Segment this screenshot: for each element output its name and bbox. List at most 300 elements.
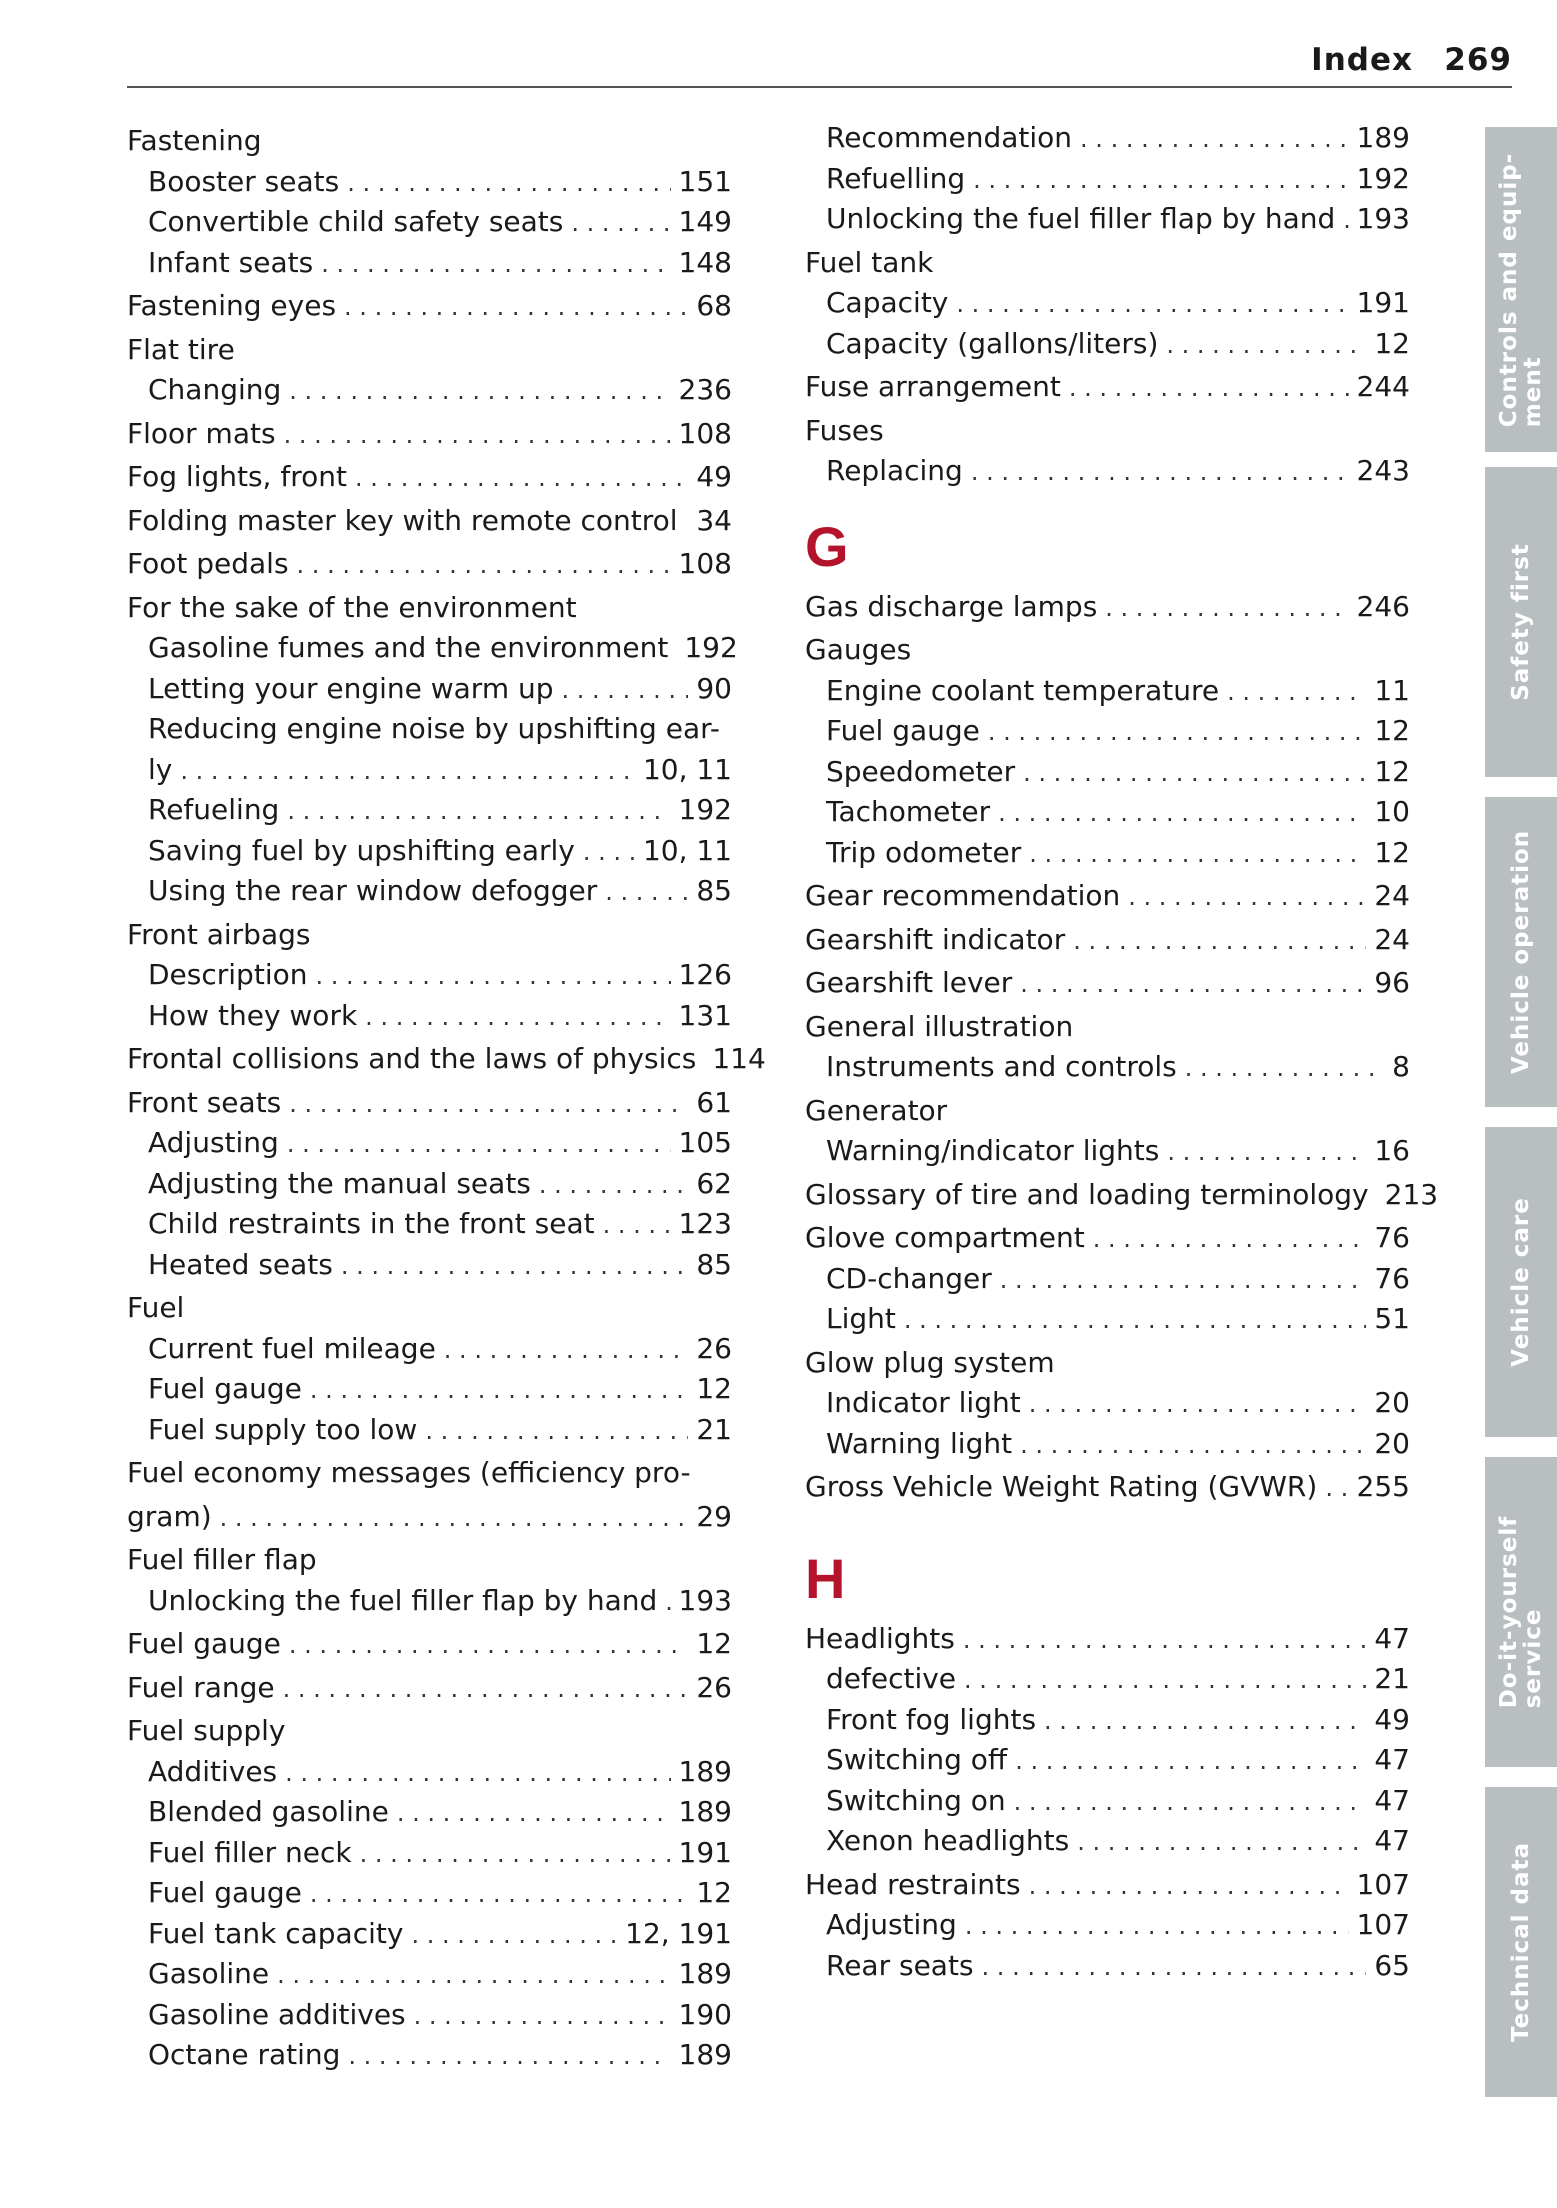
index-entry xyxy=(127,871,732,912)
index-entry-text: Fuses xyxy=(805,413,884,447)
index-entry-page: 105 xyxy=(678,1126,732,1159)
index-entry-text: Speedometer xyxy=(826,754,1016,788)
index-entry-page: 190 xyxy=(678,1997,732,2031)
index-entry-text: CD-changer xyxy=(826,1261,992,1295)
dot-leader xyxy=(289,371,670,412)
index-entry xyxy=(127,370,732,411)
index-entry xyxy=(127,1711,732,1752)
dot-leader xyxy=(686,502,689,543)
section-letter-g: G xyxy=(805,514,849,578)
chapter-tab[interactable] xyxy=(1485,467,1557,777)
index-entry xyxy=(127,286,732,327)
index-entry-text: Light xyxy=(826,1302,896,1335)
index-entry-page: 34 xyxy=(696,503,732,537)
index-entry-text: Gearshift lever xyxy=(805,966,1013,999)
index-entry xyxy=(127,1954,732,1995)
index-entry-page: 47 xyxy=(1374,1824,1410,1857)
index-entry-page: 12 xyxy=(1374,326,1410,360)
index-entry-text: Fuel supply too low xyxy=(148,1412,418,1446)
index-entry-page: 62 xyxy=(696,1166,732,1200)
dot-leader xyxy=(283,1669,689,1710)
index-entry-text: Child restraints in the front seat xyxy=(148,1207,595,1240)
dot-leader xyxy=(365,997,670,1038)
dot-leader xyxy=(425,1411,688,1452)
index-group-h xyxy=(805,1619,1410,1987)
index-entry xyxy=(805,876,1410,917)
index-entry xyxy=(805,711,1410,752)
index-entry xyxy=(127,1668,732,1709)
dot-leader xyxy=(988,712,1366,753)
index-entry xyxy=(805,1821,1410,1862)
index-entry xyxy=(127,162,732,203)
dot-leader xyxy=(1105,588,1348,629)
index-entry-page: 10, 11 xyxy=(642,833,732,867)
index-entry xyxy=(127,1792,732,1833)
index-entry-text: Fuse arrangement xyxy=(805,370,1061,403)
index-entry-page: 49 xyxy=(696,460,732,493)
index-group-g xyxy=(805,587,1439,1508)
dot-leader xyxy=(583,832,635,873)
index-entry xyxy=(805,1259,1410,1300)
dot-leader xyxy=(297,545,671,586)
index-entry xyxy=(805,1383,1410,1424)
dot-leader xyxy=(220,1498,689,1539)
index-entry-text: Replacing xyxy=(826,454,963,487)
dot-leader xyxy=(315,956,670,997)
index-entry-page: 26 xyxy=(696,1670,732,1704)
index-entry-text: Fuel range xyxy=(127,1670,275,1704)
index-entry-text: Refueling xyxy=(148,793,280,826)
index-entry-page: 12 xyxy=(696,1876,732,1909)
page-title: Index xyxy=(1311,42,1413,78)
chapter-tab-label-line: ment xyxy=(1520,355,1546,427)
index-entry-text: Glove compartment xyxy=(805,1221,1085,1254)
index-entry-text: Warning/indicator lights xyxy=(826,1134,1160,1167)
index-entry-text: ly xyxy=(148,752,173,786)
index-entry-page: 49 xyxy=(1374,1702,1410,1736)
dot-leader xyxy=(310,1370,688,1411)
index-entry-text: Fuel gauge xyxy=(148,1876,302,1909)
chapter-tab-label-line: Vehicle care xyxy=(1508,1197,1534,1367)
index-entry-page: 85 xyxy=(696,1247,732,1281)
index-column-right xyxy=(805,118,1439,1986)
index-entry-page: 10 xyxy=(1374,795,1410,828)
dot-leader xyxy=(355,458,688,499)
dot-leader xyxy=(1077,1822,1366,1863)
dot-leader xyxy=(1023,753,1366,794)
index-entry xyxy=(805,324,1410,365)
index-entry-text: Gasoline xyxy=(148,1957,270,1990)
index-entry-page: 21 xyxy=(1374,1662,1410,1695)
index-entry-text: defective xyxy=(826,1662,957,1695)
index-entry xyxy=(127,1039,766,1080)
dot-leader xyxy=(1020,1425,1366,1466)
index-entry xyxy=(805,451,1410,492)
index-entry xyxy=(127,1914,732,1955)
index-entry-text: Letting your engine warm up xyxy=(148,671,554,705)
index-entry-page: 107 xyxy=(1356,1908,1410,1941)
index-entry-text: Heated seats xyxy=(148,1247,333,1281)
index-entry xyxy=(127,669,732,710)
chapter-tab-label xyxy=(1497,152,1545,426)
index-entry-text: Glow plug system xyxy=(805,1345,1055,1379)
index-entry-page: 189 xyxy=(678,1754,732,1788)
dot-leader xyxy=(180,751,635,792)
index-entry-page: 126 xyxy=(678,958,732,991)
index-entry xyxy=(805,1091,1410,1132)
index-entry xyxy=(805,199,1410,240)
index-entry xyxy=(805,411,1410,452)
index-entry-page: 192 xyxy=(1356,161,1410,195)
dot-leader xyxy=(665,1582,670,1623)
index-entry-text: Front seats xyxy=(127,1085,282,1119)
index-entry-page: 51 xyxy=(1374,1302,1410,1335)
chapter-tab-label-line: Safety first xyxy=(1508,543,1534,701)
index-entry-text: Unlocking the fuel filler flap by hand xyxy=(826,202,1336,235)
index-entry-page: 10, 11 xyxy=(642,752,732,786)
index-entry xyxy=(127,1329,732,1370)
dot-leader xyxy=(277,1955,670,1996)
dot-leader xyxy=(973,160,1348,201)
index-entry xyxy=(127,750,732,791)
index-entry-text: Recommendation xyxy=(826,121,1073,154)
index-entry-text: Fuel supply xyxy=(127,1714,286,1747)
index-entry-page: 193 xyxy=(678,1583,732,1617)
index-entry-text: Changing xyxy=(148,373,282,406)
index-entry-text: Adjusting the manual seats xyxy=(148,1166,531,1200)
index-entry-text: Fuel filler neck xyxy=(148,1835,352,1869)
index-entry-text: Fuel tank xyxy=(805,245,934,279)
index-entry-page: 192 xyxy=(678,793,732,826)
index-entry-text: For the sake of the environment xyxy=(127,590,577,624)
index-entry-text: Front airbags xyxy=(127,917,311,951)
index-entry-page: 16 xyxy=(1374,1134,1410,1167)
dot-leader xyxy=(1128,877,1366,918)
index-entry-text: Fuel gauge xyxy=(826,714,980,747)
index-entry xyxy=(127,915,732,956)
index-entry-page: 12 xyxy=(1374,714,1410,747)
dot-leader xyxy=(571,203,670,244)
index-entry-text: Frontal collisions and the laws of physics xyxy=(127,1042,697,1075)
index-entry-page: 192 xyxy=(684,631,738,664)
dot-leader xyxy=(321,244,670,285)
index-entry xyxy=(127,1369,732,1410)
index-entry-text: Xenon headlights xyxy=(826,1824,1070,1857)
chapter-tab[interactable] xyxy=(1485,1457,1557,1767)
index-entry xyxy=(805,1781,1410,1822)
index-entry xyxy=(127,1995,732,2036)
dot-leader xyxy=(965,1906,1349,1947)
dot-leader xyxy=(605,872,688,913)
index-entry-page: 21 xyxy=(696,1412,732,1446)
index-entry-text: Adjusting xyxy=(826,1908,957,1941)
dot-leader xyxy=(1080,119,1349,160)
index-entry xyxy=(805,243,1410,284)
dot-leader xyxy=(397,1793,671,1834)
index-entry-text: Using the rear window defogger xyxy=(148,874,598,907)
index-entry-page: 12, 191 xyxy=(625,1916,732,1950)
index-entry xyxy=(805,1175,1439,1216)
index-entry xyxy=(805,1905,1410,1946)
dot-leader xyxy=(1044,1701,1366,1742)
chapter-tab-label xyxy=(1509,543,1533,701)
index-entry-page: 189 xyxy=(678,1795,732,1828)
index-entry xyxy=(805,587,1410,628)
index-entry xyxy=(127,1752,732,1793)
chapter-tab-label xyxy=(1509,1842,1533,2042)
dot-leader xyxy=(289,1084,688,1125)
dot-leader xyxy=(904,1300,1366,1341)
index-entry-text: Infant seats xyxy=(148,245,314,279)
index-entry-text: Floor mats xyxy=(127,416,276,450)
index-entry-text: Fuel tank capacity xyxy=(148,1916,404,1950)
index-entry-text: Instruments and controls xyxy=(826,1050,1177,1083)
index-entry xyxy=(805,283,1410,324)
index-entry xyxy=(805,671,1410,712)
dot-leader xyxy=(1000,1260,1367,1301)
page-number: 269 xyxy=(1444,42,1512,78)
index-entry xyxy=(127,2035,732,2076)
index-entry xyxy=(127,588,732,629)
index-entry-page: 123 xyxy=(678,1207,732,1240)
index-entry-page: 12 xyxy=(1374,754,1410,788)
dot-leader xyxy=(1343,200,1348,241)
index-entry-text: Description xyxy=(148,958,308,991)
dot-leader xyxy=(1029,1866,1349,1907)
index-entry xyxy=(127,1453,732,1494)
index-entry-text: General illustration xyxy=(805,1009,1074,1043)
index-entry-page: 61 xyxy=(696,1085,732,1119)
index-entry-text: Octane rating xyxy=(148,2038,341,2071)
chapter-tab-label-line: Vehicle operation xyxy=(1508,829,1534,1075)
index-entry xyxy=(805,1467,1410,1508)
index-entry xyxy=(127,1497,732,1538)
index-entry-text: Gross Vehicle Weight Rating (GVWR) xyxy=(805,1470,1318,1503)
index-entry-text: Booster seats xyxy=(148,164,340,198)
index-entry-text: Generator xyxy=(805,1093,948,1127)
page-header xyxy=(127,36,1512,88)
index-entry-text: Reducing engine noise by upshifting ear- xyxy=(148,712,720,745)
index-entry xyxy=(805,159,1410,200)
index-entry-page: 189 xyxy=(1356,121,1410,154)
index-entry-text: Warning light xyxy=(826,1426,1013,1460)
index-entry-text: Fuel gauge xyxy=(127,1627,281,1660)
index-entry xyxy=(805,1659,1410,1700)
index-entry-page: 243 xyxy=(1356,454,1410,487)
index-entry-page: 236 xyxy=(678,373,732,406)
chapter-tab[interactable] xyxy=(1485,797,1557,1107)
index-entry xyxy=(127,1123,732,1164)
dot-leader xyxy=(562,670,689,711)
index-entry-page: 76 xyxy=(1374,1221,1410,1254)
dot-leader xyxy=(539,1165,688,1206)
chapter-tab-label xyxy=(1497,1516,1545,1709)
chapter-tab-label-line: Do-it-yourself xyxy=(1496,1515,1522,1709)
index-entry xyxy=(805,1299,1410,1340)
index-entry-page: 131 xyxy=(678,998,732,1032)
index-entry-text: Fuel xyxy=(127,1291,185,1324)
index-entry xyxy=(805,963,1410,1004)
dot-leader xyxy=(1166,325,1366,366)
index-entry xyxy=(805,1700,1410,1741)
index-entry-text: Current fuel mileage xyxy=(148,1331,436,1365)
index-entry-text: Fuel filler flap xyxy=(127,1543,317,1576)
index-entry-text: Fastening eyes xyxy=(127,289,337,322)
dot-leader xyxy=(287,791,670,832)
index-entry xyxy=(127,1410,732,1451)
dot-leader xyxy=(284,415,671,456)
dot-leader xyxy=(310,1874,688,1915)
index-entry-page: 114 xyxy=(712,1042,766,1075)
index-entry xyxy=(805,833,1410,874)
index-entry-text: Glossary of tire and loading terminology xyxy=(805,1177,1369,1211)
chapter-tab[interactable] xyxy=(1485,127,1557,452)
dot-leader xyxy=(287,1124,671,1165)
dot-leader xyxy=(1167,1132,1366,1173)
dot-leader xyxy=(971,452,1349,493)
dot-leader xyxy=(982,1947,1367,1988)
section-letter-h: H xyxy=(805,1546,846,1610)
index-entry-text: Rear seats xyxy=(826,1948,974,1982)
index-entry-text: Fog lights, front xyxy=(127,460,347,493)
index-entry xyxy=(127,243,732,284)
index-entry-page: 149 xyxy=(678,205,732,238)
index-entry xyxy=(127,831,732,872)
chapter-tab-label xyxy=(1509,1197,1533,1367)
index-entry-page: 191 xyxy=(1356,286,1410,319)
index-entry-text: Gasoline fumes and the environment xyxy=(148,631,669,664)
index-column-left xyxy=(127,118,766,2076)
chapter-tab-label-line: service xyxy=(1520,1608,1546,1709)
index-entry-text: Capacity xyxy=(826,286,949,319)
index-entry-text: Gearshift indicator xyxy=(805,922,1066,956)
index-entry xyxy=(805,920,1410,961)
index-entry xyxy=(127,1624,732,1665)
dot-leader xyxy=(1029,1384,1367,1425)
dot-leader xyxy=(444,1330,689,1371)
index-entry xyxy=(127,996,732,1037)
index-entry-text: Blended gasoline xyxy=(148,1795,389,1828)
chapter-tab-label-line: Technical data xyxy=(1508,1841,1534,2043)
index-entry-text: Gauges xyxy=(805,633,912,666)
index-entry xyxy=(127,628,738,669)
index-entry-text: Gasoline additives xyxy=(148,1997,406,2031)
index-entry-text: Gas discharge lamps xyxy=(805,589,1098,623)
index-entry-text: Folding master key with remote control xyxy=(127,503,678,537)
index-entry-text: Adjusting xyxy=(148,1126,279,1159)
index-entry-page: 151 xyxy=(678,164,732,198)
index-entry xyxy=(805,630,1410,671)
dot-leader xyxy=(341,1246,689,1287)
index-entry-page: 24 xyxy=(1374,879,1410,912)
index-entry-text: Head restraints xyxy=(805,1867,1021,1901)
dot-leader xyxy=(344,287,688,328)
dot-leader xyxy=(360,1834,671,1875)
index-entry xyxy=(127,544,732,585)
index-entry-page: 11 xyxy=(1374,673,1410,707)
dot-leader xyxy=(603,1205,671,1246)
index-entry-page: 193 xyxy=(1356,202,1410,235)
index-entry-text: Additives xyxy=(148,1754,278,1788)
index-entry-page: 47 xyxy=(1374,1621,1410,1655)
index-entry xyxy=(805,1131,1410,1172)
chapter-tab[interactable] xyxy=(1485,1787,1557,2097)
index-entry-text: gram) xyxy=(127,1499,212,1533)
dot-leader xyxy=(289,1625,688,1666)
index-entry xyxy=(127,1164,732,1205)
dot-leader xyxy=(414,1996,671,2037)
chapter-tab-label-line: Controls and equip- xyxy=(1496,152,1522,427)
index-entry-text: Saving fuel by upshifting early xyxy=(148,833,575,867)
index-entry xyxy=(805,1343,1410,1384)
index-entry-page: 8 xyxy=(1392,1050,1410,1083)
index-entry-page: 47 xyxy=(1374,1783,1410,1817)
index-entry-page: 108 xyxy=(678,416,732,450)
dot-leader xyxy=(964,1660,1366,1701)
index-entry-page: 246 xyxy=(1356,589,1410,623)
dot-leader xyxy=(998,793,1366,834)
dot-leader xyxy=(1227,672,1366,713)
index-entry xyxy=(805,367,1410,408)
index-entry xyxy=(127,1540,732,1581)
index-entry-page: 189 xyxy=(678,1957,732,1990)
index-entry xyxy=(127,121,732,162)
dot-leader xyxy=(1069,368,1349,409)
chapter-tab[interactable] xyxy=(1485,1127,1557,1437)
index-entry-text: Fastening xyxy=(127,124,262,157)
dot-leader xyxy=(347,163,670,204)
index-entry-text: Fuel gauge xyxy=(148,1372,302,1405)
dot-leader xyxy=(963,1620,1367,1661)
index-entry-page: 12 xyxy=(696,1627,732,1660)
index-entry-page: 148 xyxy=(678,245,732,279)
index-entry-page: 12 xyxy=(696,1372,732,1405)
index-entry xyxy=(805,1424,1410,1465)
index-entry xyxy=(127,1204,732,1245)
index-entry-text: Trip odometer xyxy=(826,835,1022,869)
index-entry-text: Front fog lights xyxy=(826,1702,1037,1736)
index-entry xyxy=(805,752,1410,793)
index-entry xyxy=(127,1833,732,1874)
index-entry-text: Engine coolant temperature xyxy=(826,673,1220,707)
index-entry xyxy=(127,709,732,750)
index-entry-page: 24 xyxy=(1374,922,1410,956)
index-entry xyxy=(127,790,732,831)
index-entry-page: 255 xyxy=(1356,1470,1410,1503)
index-entry-page: 12 xyxy=(1374,835,1410,869)
dot-leader xyxy=(1029,834,1366,875)
index-entry xyxy=(127,1581,732,1622)
index-entry-page: 47 xyxy=(1374,1743,1410,1776)
index-entry xyxy=(127,457,732,498)
index-entry-page: 107 xyxy=(1356,1867,1410,1901)
index-entry xyxy=(127,955,732,996)
index-entry xyxy=(127,1288,732,1329)
dot-leader xyxy=(348,2036,670,2077)
index-entry-text: Capacity (gallons/liters) xyxy=(826,326,1159,360)
index-entry xyxy=(127,1083,732,1124)
index-entry-page: 85 xyxy=(696,874,732,907)
index-entry xyxy=(805,1007,1410,1048)
index-entry-page: 20 xyxy=(1374,1426,1410,1460)
index-entry xyxy=(805,792,1410,833)
index-entry xyxy=(805,1946,1410,1987)
index-entry xyxy=(805,1740,1410,1781)
index-entry-text: Unlocking the fuel filler flap by hand xyxy=(148,1583,658,1617)
index-entry-text: Refuelling xyxy=(826,161,966,195)
index-entry-text: Foot pedals xyxy=(127,547,289,580)
index-entry-page: 65 xyxy=(1374,1948,1410,1982)
